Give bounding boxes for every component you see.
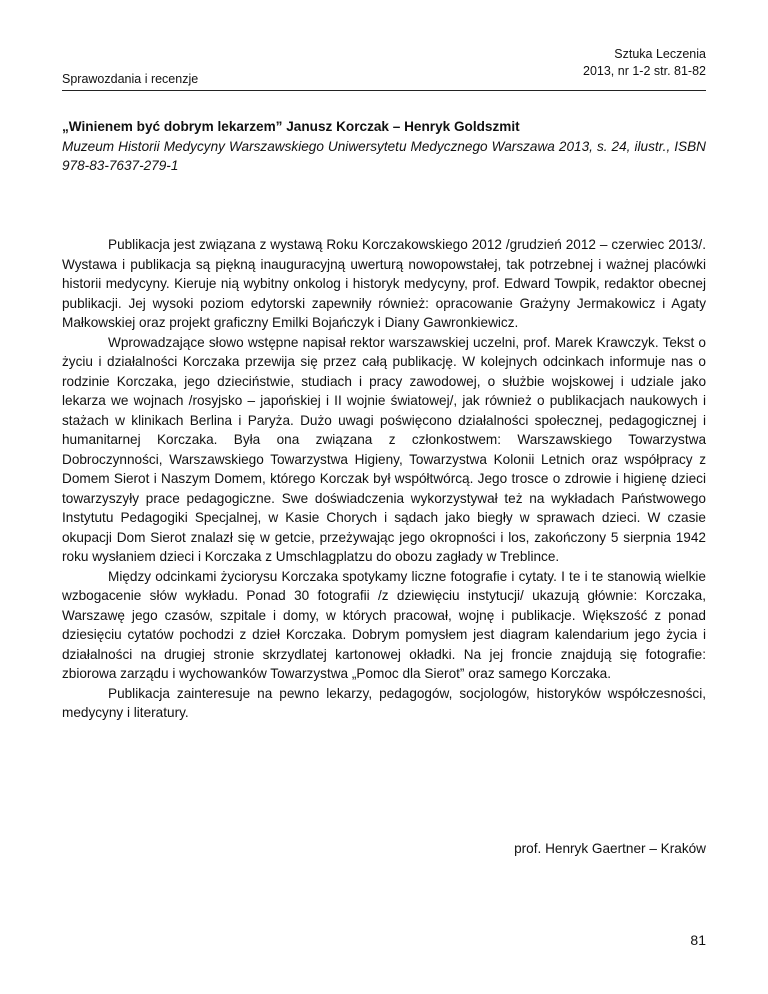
article-body <box>62 235 706 723</box>
article-heading <box>62 117 706 176</box>
header-divider <box>62 90 706 91</box>
author-signature: prof. Henryk Gaertner – Kraków <box>514 841 706 856</box>
running-header-journal <box>583 46 706 80</box>
paragraph-3: Między odcinkami życiorysu Korczaka spotykamy liczne fotografie i cytaty. I te i te stanowią wielkie wzbogacenie słów wykładu. Ponad 30 fotografii /z dziewięciu instytucji/ ukazują głównie: Korczaka, Warszawę jego czasów, szpitale i domy, w których pracował, wojnę i publikacje. Większość z ponad dziesięciu cytatów pochodzi z dzieł Korczaka. Dobrym pomysłem jest diagram kalendarium jego życia i działalności na drugiej stronie skrzydlatej kartonowej okładki. Na jej froncie znajdują się fotografie: zbiorowa zarządu i wychowanków Towarzystwa „Pomoc dla Sierot” oraz samego Korczaka. <box>62 568 706 681</box>
journal-name: Sztuka Leczenia <box>614 47 706 61</box>
paragraph-4: Publikacja zainteresuje na pewno lekarzy, pedagogów, socjologów, historyków współczesności, medycyny i literatury. <box>62 685 706 720</box>
article-source: Muzeum Historii Medycyny Warszawskiego Uniwersytetu Medycznego Warszawa 2013, s. 24, ilustr., ISBN 978-83-7637-279-1 <box>62 138 706 173</box>
journal-issue: 2013, nr 1-2 str. 81-82 <box>583 64 706 78</box>
paragraph-2: Wprowadzające słowo wstępne napisał rektor warszawskiej uczelni, prof. Marek Krawczyk. Tekst o życiu i działalności Korczaka przewija się przez całą publikację. W kolejnych odcinkach informuje nas o rodzinie Korczaka, jego dzieciństwie, studiach i pracy zawodowej, o służbie wojskowej i udziale jako lekarza we wojnach /rosyjsko – japońskiej i II wojnie światowej/, jak również o publikacjach naukowych i stażach w klinikach Berlina i Paryża. Dużo uwagi poświęcono działalności społecznej, pedagogicznej i humanitarnej Korczaka. Była ona związana z członkostwem: Warszawskiego Towarzystwa Dobroczynności, Warszawskiego Towarzystwa Higieny, Towarzystwa Kolonii Letnich oraz współpracy z Domem Sierot i Naszym Domem, którego Korczak był współtwórcą. Jego trosce o zdrowie i higienę dzieci towarzyszyły prace pedagogiczne. Swe doświadczenia wykorzystywał też na wykładach Państwowego Instytutu Pedagogiki Specjalnej, w Kasie Chorych i sądach jako biegły w sprawach dzieci. W czasie okupacji Dom Sierot znalazł się w getcie, przeżywając jego okropności i los, zakończony 5 sierpnia 1942 roku wysłaniem dzieci i Korczaka z Umschlagplatzu do obozu zagłady w Treblince. <box>62 334 706 564</box>
article-title: „Winienem być dobrym lekarzem” Janusz Korczak – Henryk Goldszmit <box>62 119 520 134</box>
paragraph-1: Publikacja jest związana z wystawą Roku Korczakowskiego 2012 /grudzień 2012 – czerwiec 2013/. Wystawa i publikacja są piękną inauguracyjną uwerturą nowopowstałej, tak potrzebnej i ważnej placówki historii medycyny. Kieruje nią wybitny onkolog i historyk medycyny, prof. Edward Towpik, redaktor obecnej publikacji. Jej wysoki poziom edytorski zapewniły również: opracowanie Grażyny Jermakowicz i Agaty Małkowskiej oraz projekt graficzny Emilki Bojańczyk i Diany Gawronkiewicz. <box>62 237 706 330</box>
running-header-section: Sprawozdania i recenzje <box>62 72 199 86</box>
page-number: 81 <box>690 932 706 948</box>
